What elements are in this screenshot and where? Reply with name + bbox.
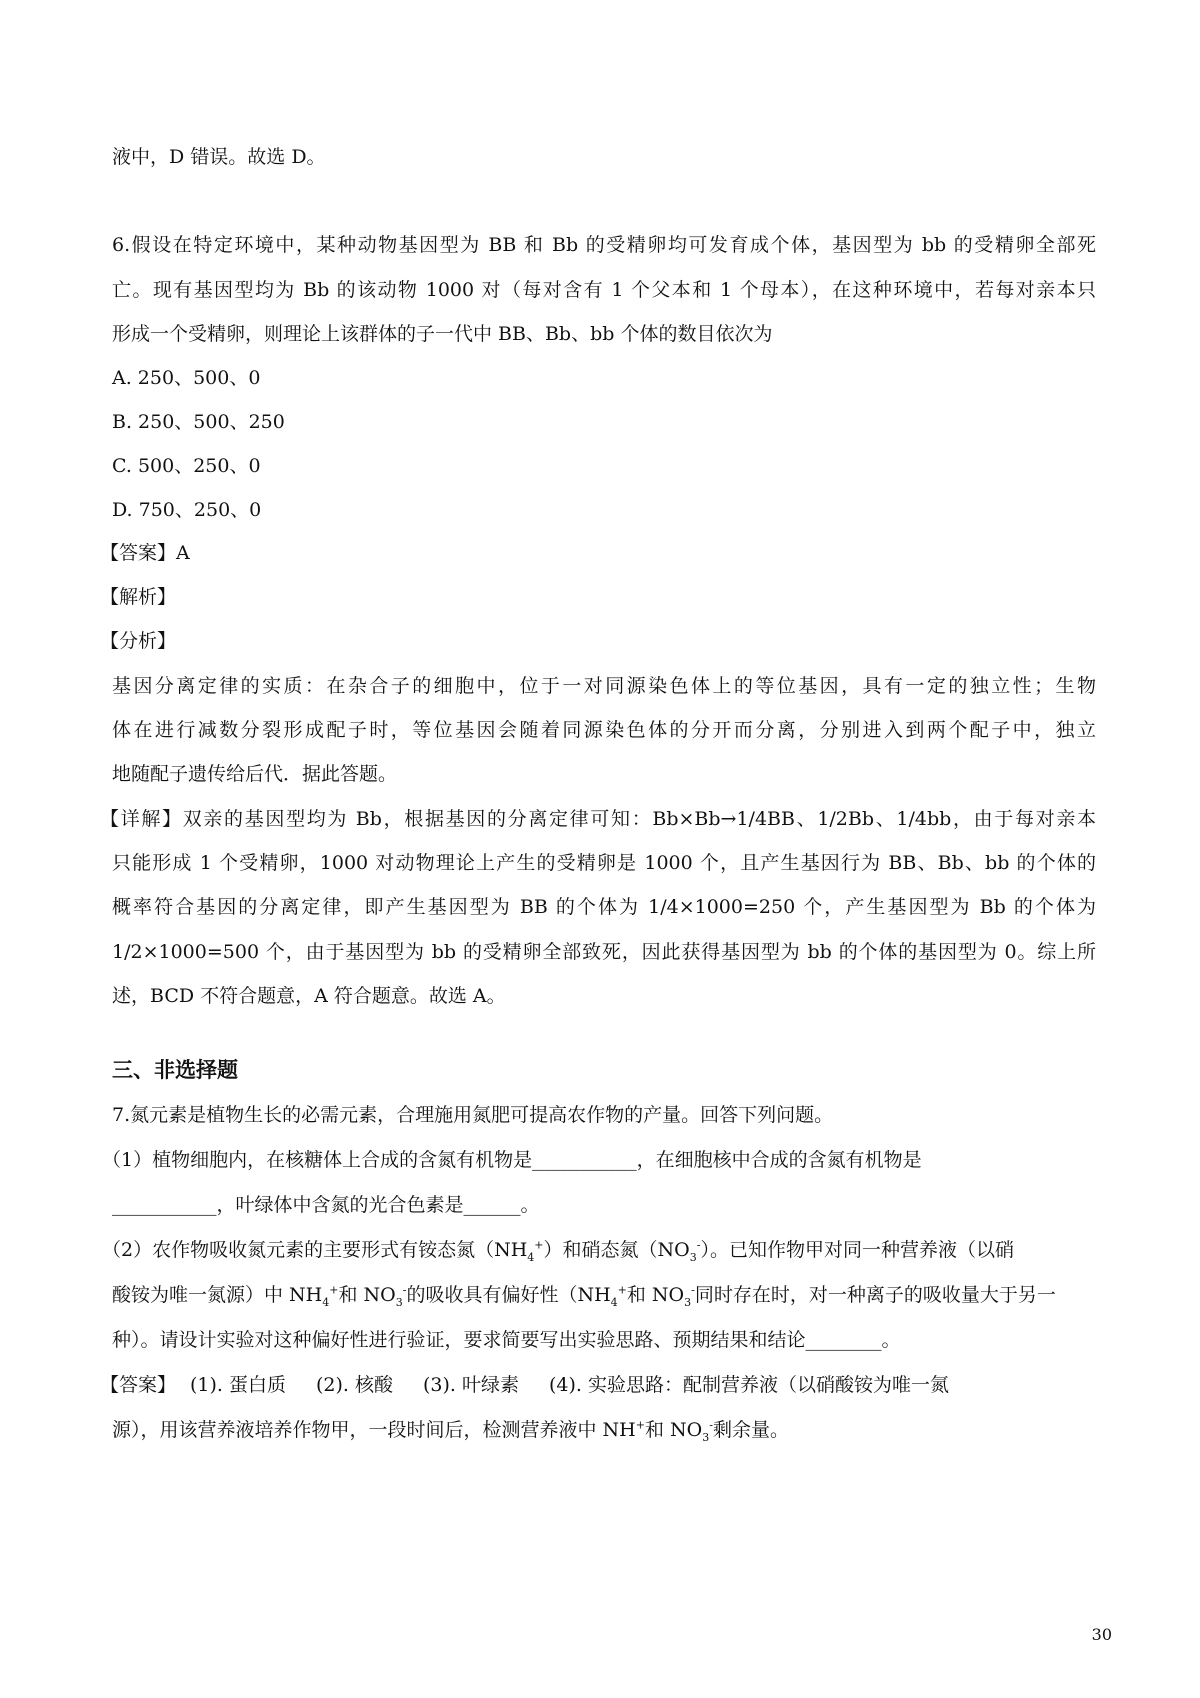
q7-answer-line-1 bbox=[100, 1372, 949, 1398]
subscript: 4 bbox=[322, 1295, 330, 1309]
page-number: 30 bbox=[1091, 1625, 1112, 1644]
superscript: - bbox=[709, 1418, 713, 1432]
q7-stem: 7.氮元素是植物生长的必需元素，合理施用氮肥可提高农作物的产量。回答下列问题。 bbox=[112, 1104, 834, 1126]
q7-sub2-line-2 bbox=[112, 1282, 1056, 1308]
superscript: - bbox=[691, 1283, 695, 1297]
q6-detail-line-1: 【详解】双亲的基因型均为 Bb，根据基因的分离定律可知：Bb×Bb→1/4BB、1/2Bb、1/4bb，由于每对亲本 bbox=[100, 808, 1096, 830]
q6-option-b: B. 250、500、250 bbox=[112, 411, 285, 433]
q7-answer-item-2: (2). 核酸 bbox=[316, 1374, 394, 1396]
q6-explain-label: 【解析】 bbox=[100, 586, 177, 608]
superscript: - bbox=[696, 1238, 701, 1252]
q7-sub2-line-1 bbox=[102, 1237, 1014, 1263]
superscript: - bbox=[402, 1283, 407, 1297]
q6-analysis-line-3: 地随配子遗传给后代．据此答题。 bbox=[112, 763, 398, 785]
q7-sub2-line-2-part-a: 酸铵为唯一氮源）中 NH bbox=[112, 1284, 323, 1306]
q7-answer-line-2-part-b: 和 NO bbox=[644, 1419, 703, 1441]
q7-sub2-line-1-part-b: ）和硝态氮（NO bbox=[543, 1239, 690, 1261]
subscript: 3 bbox=[689, 1250, 697, 1264]
subscript: 3 bbox=[702, 1430, 710, 1444]
q6-analysis-line-1: 基因分离定律的实质：在杂合子的细胞中，位于一对同源染色体上的等位基因，具有一定的独立性；生物 bbox=[112, 675, 1096, 697]
q6-option-d: D. 750、250、0 bbox=[112, 499, 262, 521]
q7-sub2-line-2-part-b: 和 NO bbox=[338, 1284, 396, 1306]
q7-sub2-line-1-part-a: （2）农作物吸收氮元素的主要形式有铵态氮（NH bbox=[102, 1239, 528, 1261]
q6-stem-line-2: 亡。现有基因型均为 Bb 的该动物 1000 对（每对含有 1 个父本和 1 个母本），在这种环境中，若每对亲本只 bbox=[112, 279, 1096, 301]
q7-answer-item-1: (1). 蛋白质 bbox=[190, 1374, 287, 1396]
q5-tail: 液中，D 错误。故选 D。 bbox=[112, 146, 326, 168]
subscript: 3 bbox=[684, 1295, 692, 1309]
q7-sub1-line-1: （1）植物细胞内，在核糖体上合成的含氮有机物是___________，在细胞核中合成的含氮有机物是 bbox=[102, 1149, 922, 1171]
q7-sub1-line-2: ___________，叶绿体中含氮的光合色素是______。 bbox=[112, 1194, 540, 1216]
q7-sub2-line-1-part-c: ）。已知作物甲对同一种营养液（以硝 bbox=[700, 1239, 1014, 1261]
q7-sub2-line-2-part-e: 同时存在时，对一种离子的吸收量大于另一 bbox=[694, 1284, 1056, 1306]
q7-answer-line-2-part-a: 源），用该营养液培养作物甲，一段时间后，检测营养液中 NH bbox=[112, 1419, 636, 1441]
superscript: + bbox=[617, 1283, 627, 1297]
q7-answer-line-2 bbox=[112, 1417, 789, 1443]
superscript: + bbox=[534, 1238, 544, 1252]
subscript: 3 bbox=[395, 1295, 403, 1309]
subscript: 4 bbox=[610, 1295, 618, 1309]
q6-option-c: C. 500、250、0 bbox=[112, 455, 261, 477]
q7-sub2-line-2-part-c: 的吸收具有偏好性（NH bbox=[406, 1284, 611, 1306]
q6-detail-line-2: 只能形成 1 个受精卵，1000 对动物理论上产生的受精卵是 1000 个，且产生基因行为 BB、Bb、bb 的个体的 bbox=[112, 852, 1096, 874]
q7-sub2-line-2-part-d: 和 NO bbox=[626, 1284, 685, 1306]
q6-detail-line-4: 1/2×1000=500 个，由于基因型为 bb 的受精卵全部致死，因此获得基因型为 bb 的个体的基因型为 0。综上所 bbox=[112, 941, 1096, 963]
superscript: + bbox=[329, 1283, 339, 1297]
section-title: 三、非选择题 bbox=[112, 1058, 238, 1082]
q6-answer: 【答案】A bbox=[100, 542, 190, 564]
q7-answer-line-2-part-c: 剩余量。 bbox=[712, 1419, 789, 1441]
q6-stem-line-1: 6.假设在特定环境中，某种动物基因型为 BB 和 Bb 的受精卵均可发育成个体，基因型为 bb 的受精卵全部死 bbox=[112, 234, 1096, 256]
q6-detail-line-5: 述，BCD 不符合题意，A 符合题意。故选 A。 bbox=[112, 985, 506, 1007]
q6-option-a: A. 250、500、0 bbox=[112, 367, 261, 389]
q7-answer-item-4: (4). 实验思路：配制营养液（以硝酸铵为唯一氮 bbox=[549, 1374, 950, 1396]
q6-stem-line-3: 形成一个受精卵，则理论上该群体的子一代中 BB、Bb、bb 个体的数目依次为 bbox=[112, 323, 773, 345]
q6-analysis-line-2: 体在进行减数分裂形成配子时，等位基因会随着同源染色体的分开而分离，分别进入到两个配子中，独立 bbox=[112, 719, 1096, 741]
q6-analysis-label: 【分析】 bbox=[100, 630, 177, 652]
q6-detail-line-3: 概率符合基因的分离定律，即产生基因型为 BB 的个体为 1/4×1000=250 个，产生基因型为 Bb 的个体为 bbox=[112, 896, 1096, 918]
subscript: 4 bbox=[527, 1250, 535, 1264]
q7-answer-label: 【答案】 bbox=[100, 1374, 177, 1396]
superscript: + bbox=[635, 1418, 645, 1432]
q7-answer-item-3: (3). 叶绿素 bbox=[423, 1374, 520, 1396]
q7-sub2-line-3: 种）。请设计实验对这种偏好性进行验证，要求简要写出实验思路、预期结果和结论________。 bbox=[112, 1329, 901, 1351]
